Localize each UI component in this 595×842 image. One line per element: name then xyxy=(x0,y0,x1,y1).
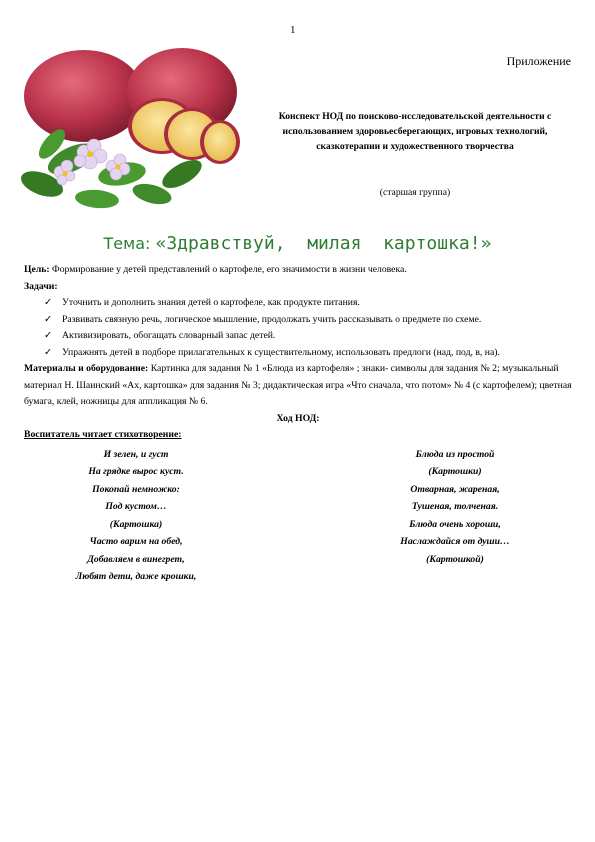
reader-line: Воспитатель читает стихотворение: xyxy=(24,429,182,440)
group-label: (старшая группа) xyxy=(379,187,451,198)
materials-text: Картинка для задания № 1 «Блюда из картофеля» ; знаки- символы для задания № 2; музыкальный материал Н. Шаинский «Ах, картошка» для задания № 3; дидактическая игра «Что сначала, что потом» № 4 (с картофелем); цветная бумага, клей, ножницы для аппликация № 6. xyxy=(24,363,572,407)
materials-label: Материалы и оборудование: xyxy=(24,363,149,374)
poem-line: Под кустом… xyxy=(105,501,167,512)
theme-prefix: Тема: xyxy=(103,234,156,253)
poem-line: На грядке вырос куст. xyxy=(88,466,184,477)
poem-line: Добавляем в винегрет, xyxy=(87,553,185,565)
task-text: Уточнить и дополнить знания детей о картофеле, как продукте питания. xyxy=(62,297,360,308)
poem-line: Блюда из простой xyxy=(415,448,495,460)
poem-right-column xyxy=(298,446,572,586)
checkmark-icon: ✓ xyxy=(44,346,53,358)
poem-left-column xyxy=(24,446,298,586)
poem-line: Часто варим на обед, xyxy=(89,536,183,547)
course-title: Ход НОД: xyxy=(276,412,320,424)
lesson-summary-title: Конспект НОД по поисково-исследовательской деятельности с использованием здоровьесберегающих, игровых технологий, сказкотерапии и художественного творчества xyxy=(278,111,552,152)
body-text xyxy=(24,262,572,586)
list-item xyxy=(24,328,572,345)
poem-line: (Картошка) xyxy=(109,518,163,530)
poem xyxy=(24,446,572,586)
task-text: Развивать связную речь, логическое мышление, продолжать учить рассказывать о предмете по схеме. xyxy=(62,313,482,325)
theme-heading xyxy=(0,233,595,254)
tasks-label: Задачи: xyxy=(24,280,58,292)
goal-label: Цель: xyxy=(24,264,50,275)
task-text: Активизировать, обогащать словарный запас детей. xyxy=(62,330,276,341)
checkmark-icon: ✓ xyxy=(44,297,53,308)
materials-paragraph xyxy=(24,361,572,411)
poem-line: (Картошки) xyxy=(428,466,482,477)
checkmark-icon: ✓ xyxy=(44,330,53,341)
list-item xyxy=(24,312,572,329)
goal-paragraph xyxy=(24,262,572,279)
page-number: 1 xyxy=(290,24,296,36)
poem-line: Отварная, жареная, xyxy=(410,483,500,495)
tasks-list xyxy=(24,295,572,361)
poem-line: (Картошкой) xyxy=(426,553,484,565)
checkmark-icon: ✓ xyxy=(44,313,53,325)
potato-illustration xyxy=(12,34,247,214)
goal-text: Формирование у детей представлений о картофеле, его значимости в жизни человека. xyxy=(49,264,407,275)
list-item xyxy=(24,295,572,312)
poem-line: Блюда очень хороши, xyxy=(409,518,501,530)
poem-line: Любят дети, даже крошки, xyxy=(75,571,197,582)
list-item xyxy=(24,345,572,362)
appendix-label: Приложение xyxy=(506,54,571,68)
task-text: Упражнять детей в подборе прилагательных к существительному, использовать предлоги (над, под, в, на). xyxy=(62,346,500,358)
poem-line: Тушеная, толченая. xyxy=(411,501,499,512)
theme-title: «Здравствуй, милая картошка!» xyxy=(155,233,492,254)
poem-line: Наслаждайся от души… xyxy=(400,536,510,547)
poem-line: Покопай немножко: xyxy=(92,483,180,495)
poem-line: И зелен, и густ xyxy=(103,448,169,460)
